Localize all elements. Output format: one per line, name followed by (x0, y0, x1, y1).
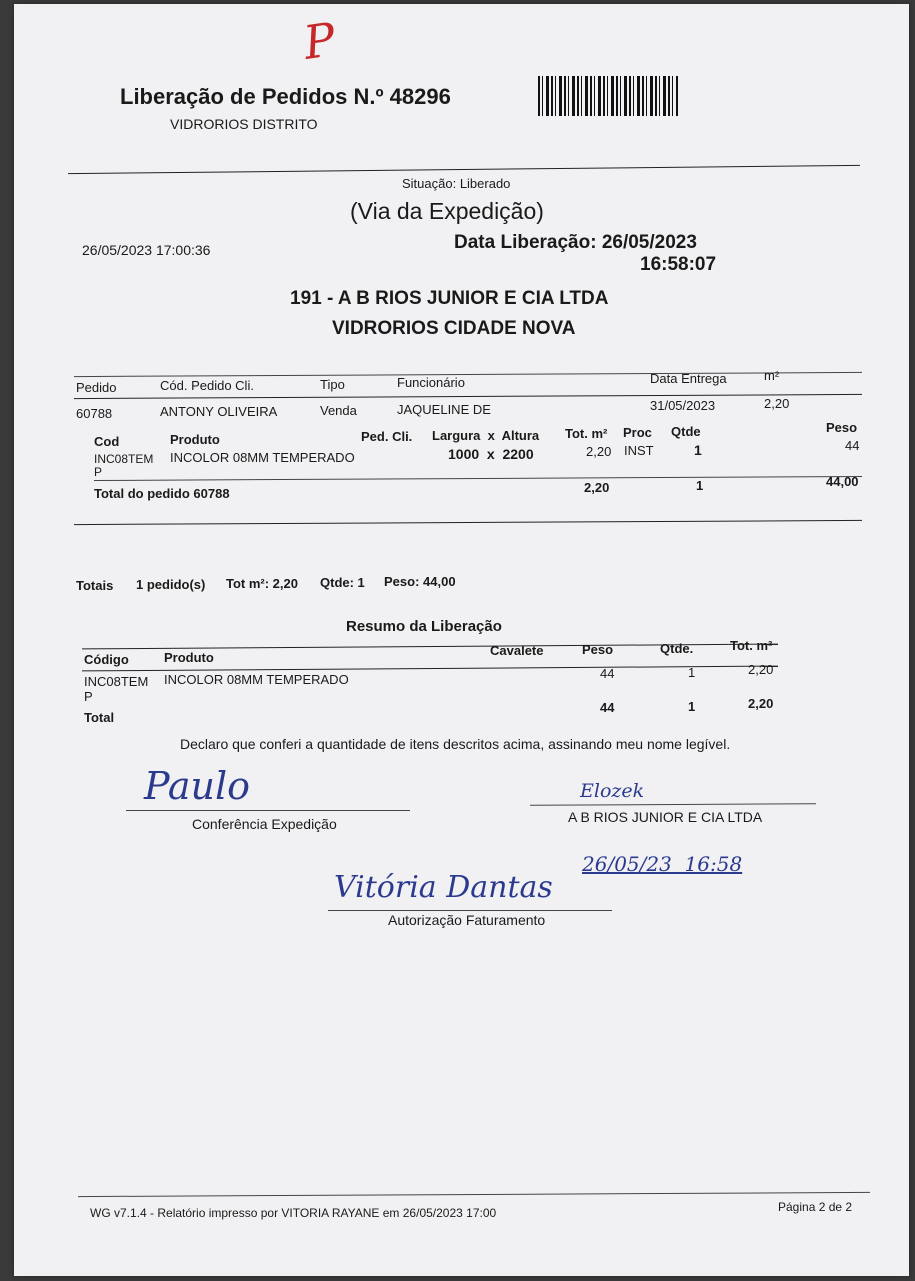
row-tipo: Venda (320, 403, 357, 418)
resumo-tot-m2: 2,20 (748, 662, 774, 677)
autorizacao-label: Autorização Faturamento (388, 912, 546, 928)
col-data-entrega: Data Entrega (650, 371, 727, 386)
item-col-peso: Peso (826, 420, 858, 435)
resumo-col-codigo: Código (84, 652, 129, 667)
totais-pedidos: 1 pedido(s) (136, 577, 206, 592)
resumo-col-qtde: Qtde. (660, 641, 694, 656)
item-peso: 44 (845, 438, 860, 453)
resumo-total-qtde: 1 (688, 699, 696, 714)
resumo-qtde: 1 (688, 665, 696, 680)
footer-page-number: Página 2 de 2 (778, 1200, 853, 1214)
item-col-tot-m2: Tot. m² (565, 426, 608, 441)
data-liberacao: Data Liberação: 26/05/2023 (454, 232, 697, 253)
totais-label: Totais (76, 578, 114, 593)
autorizacao-signature: Vitória Dantas (334, 870, 553, 905)
resumo-col-produto: Produto (164, 650, 214, 665)
resumo-total-tot-m2: 2,20 (748, 696, 774, 711)
item-qtde: 1 (694, 442, 702, 458)
col-pedido: Pedido (76, 380, 117, 395)
handwritten-date: 26/05/23 16:58 (582, 852, 743, 876)
order-total-peso: 44,00 (826, 474, 859, 489)
document-page (14, 4, 909, 1276)
via-title: (Via da Expedição) (350, 198, 544, 224)
totais-tot-m2: Tot m²: 2,20 (226, 576, 298, 591)
row-m2: 2,20 (764, 396, 790, 411)
page-title: Liberação de Pedidos N.º 48296 (120, 84, 451, 109)
item-col-cod: Cod (94, 434, 120, 449)
resumo-codigo-line2: P (84, 689, 93, 704)
item-tot-m2: 2,20 (586, 444, 612, 459)
footer-left: WG v7.1.4 - Relatório impresso por VITORIA RAYANE em 26/05/2023 17:00 (90, 1206, 497, 1220)
col-funcionario: Funcionário (397, 375, 465, 390)
handwritten-p-mark: P (300, 12, 339, 70)
item-col-qtde: Qtde (671, 424, 701, 439)
row-funcionario: JAQUELINE DE (397, 402, 491, 417)
resumo-peso: 44 (600, 666, 615, 681)
resumo-col-peso: Peso (582, 642, 614, 657)
resumo-produto: INCOLOR 08MM TEMPERADO (164, 672, 349, 687)
data-liberacao-time: 16:58:07 (640, 254, 717, 275)
resumo-col-tot-m2: Tot. m² (730, 638, 773, 653)
client-signature-label: A B RIOS JUNIOR E CIA LTDA (568, 809, 763, 825)
client-store: VIDRORIOS CIDADE NOVA (332, 318, 576, 339)
item-col-proc: Proc (623, 425, 652, 440)
barcode (538, 76, 678, 116)
totais-qtde: Qtde: 1 (320, 575, 365, 590)
col-cod-pedido-cli: Cód. Pedido Cli. (160, 378, 254, 393)
item-proc: INST (624, 443, 654, 458)
page-subtitle: VIDRORIOS DISTRITO (170, 116, 318, 132)
order-total-qtde: 1 (696, 478, 704, 493)
resumo-total-peso: 44 (600, 700, 615, 715)
item-col-ped-cli: Ped. Cli. (361, 429, 413, 444)
item-col-produto: Produto (170, 432, 220, 447)
item-dims: 1000 x 2200 (448, 446, 534, 462)
conferencia-label: Conferência Expedição (192, 816, 337, 832)
order-total-label: Total do pedido 60788 (94, 486, 230, 501)
resumo-title: Resumo da Liberação (346, 618, 502, 635)
client-signature: Elozek (580, 780, 645, 802)
item-cod-line2: P (94, 465, 103, 479)
row-cod-pedido-cli: ANTONY OLIVEIRA (160, 404, 278, 419)
col-m2: m² (764, 368, 780, 383)
situacao-text: Situação: Liberado (402, 176, 511, 191)
col-tipo: Tipo (320, 377, 345, 392)
item-produto: INCOLOR 08MM TEMPERADO (170, 450, 355, 465)
item-col-largura-altura: Largura x Altura (432, 428, 540, 443)
client-name: 191 - A B RIOS JUNIOR E CIA LTDA (290, 288, 609, 309)
resumo-col-cavalete: Cavalete (490, 643, 544, 658)
conferencia-signature: Paulo (144, 764, 251, 808)
totais-peso: Peso: 44,00 (384, 574, 456, 589)
print-datetime: 26/05/2023 17:00:36 (82, 242, 211, 258)
declaration-text: Declaro que conferi a quantidade de itens descritos acima, assinando meu nome legível. (180, 736, 731, 752)
item-cod-line1: INC08TEM (94, 452, 154, 466)
resumo-codigo-line1: INC08TEM (84, 674, 149, 689)
row-data-entrega: 31/05/2023 (650, 398, 716, 413)
resumo-total-label: Total (84, 710, 115, 725)
order-total-m2: 2,20 (584, 480, 610, 495)
row-pedido: 60788 (76, 406, 113, 421)
